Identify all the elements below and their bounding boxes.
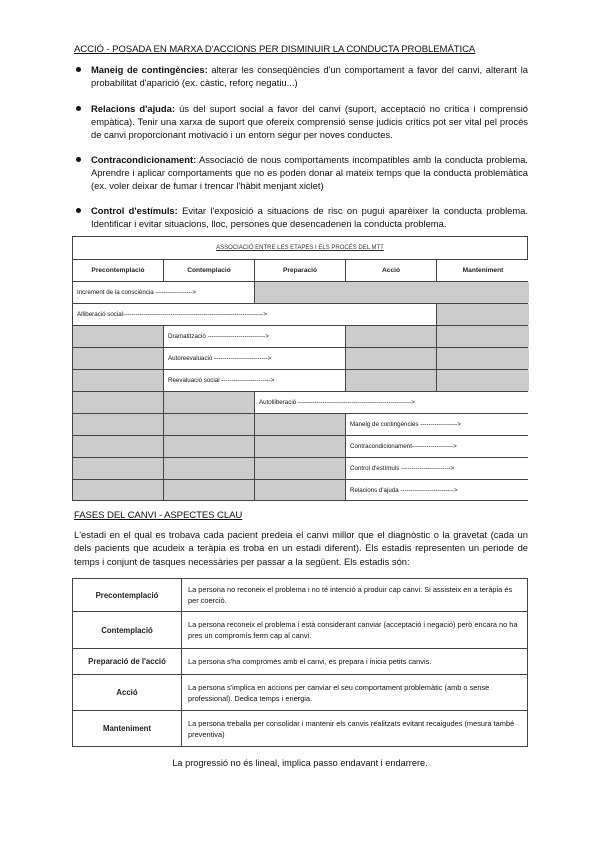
shaded-cell — [164, 414, 255, 435]
phase-description: La persona no reconeix el problema i no té intenció a produir cap canvi. Si assisteix en a teràpia és per coerció. — [182, 579, 528, 612]
phase-name: Preparació de l'acció — [73, 649, 182, 675]
process-alliberacio-social: Alliberació social--------------------------------------------------------------------> — [73, 304, 437, 325]
shaded-cell — [73, 326, 164, 347]
table-row — [73, 326, 527, 348]
assoc-header-row — [73, 260, 527, 282]
bullet-term: Relacions d'ajuda: — [91, 103, 175, 114]
process-reevaluacio-social: Reevaluació social ------------------------> — [164, 370, 346, 391]
process-autolliberacio: Autolliberació -------------------------------------------------------> — [255, 392, 529, 413]
process-autoreevaluacio: Autoreevaluació --------------------------> — [164, 348, 346, 369]
phase-description: La persona s'implica en accions per canviar el seu comportament problemàtic (amb o sense professional). Dedica temps i energia. — [182, 675, 528, 711]
bullet-term: Maneig de contingències: — [91, 64, 208, 75]
section-title-fases: FASES DEL CANVI - ASPECTES CLAU — [74, 510, 243, 521]
table-row — [73, 392, 527, 414]
shaded-cell — [73, 436, 164, 457]
shaded-cell — [73, 392, 164, 413]
fases-paragraph: L'estadi en el qual es trobava cada pacient predeia el canvi millor que el diagnòstic o la gravetat (cada un dels pacients que acudeix a teràpia es troba en un estadi diferent). Els estadis representen un periode de temps i conjunt de tasques necessàries per passar a la següent. Els estadis són: — [74, 529, 528, 567]
bullet-term: Control d'estímuls: — [91, 205, 178, 216]
bullet-icon — [76, 67, 81, 72]
shaded-cell — [73, 348, 164, 369]
bullet-text: Evitar l'exposició a situacions de risc on pugui aparèixer la conducta problema. Identificar i evitar situacions, lloc, persones que desencadenen la conducta problema. — [91, 205, 528, 230]
section-title-accio: ACCIÓ - POSADA EN MARXA D'ACCIONS PER DISMINUIR LA CONDUCTA PROBLEMÀTICA — [74, 44, 476, 55]
phase-name: Acció — [73, 675, 182, 711]
phase-description: La persona reconeix el problema i està considerant canviar (acceptació i negació) però encara no ha pres un compromís ferm cap al canvi. — [182, 612, 528, 649]
bullet-item-maneig — [74, 63, 528, 89]
bullet-icon — [76, 157, 81, 162]
header-contemplacio: Contemplació — [164, 260, 255, 281]
shaded-cell — [437, 326, 529, 347]
shaded-cell — [255, 436, 346, 457]
shaded-cell — [164, 458, 255, 479]
table-row — [73, 675, 528, 711]
phase-description: La persona s'ha compromès amb el canvi, es prepara i inicia petits canvis. — [182, 649, 528, 675]
table-row — [73, 579, 528, 612]
footer-note: La progressió no és lineal, implica passo endavant i endarrere. — [172, 758, 428, 768]
shaded-cell — [164, 436, 255, 457]
bullet-item-relacions — [74, 102, 528, 142]
shaded-cell — [437, 348, 529, 369]
shaded-cell — [164, 392, 255, 413]
assoc-table — [72, 236, 528, 501]
phases-table — [72, 578, 528, 747]
shaded-cell — [346, 348, 437, 369]
table-row — [73, 414, 527, 436]
header-accio: Acció — [346, 260, 437, 281]
table-row — [73, 458, 527, 480]
bullet-icon — [76, 106, 81, 111]
process-maneig-contingencies: Maneig de contingències ------------------> — [346, 414, 529, 435]
shaded-cell — [255, 480, 346, 500]
table-row — [73, 480, 527, 500]
shaded-cell — [346, 326, 437, 347]
shaded-cell — [346, 370, 437, 391]
shaded-cell — [73, 414, 164, 435]
process-relacions-ajuda: Relacions d'ajuda --------------------------> — [346, 480, 529, 500]
table-row — [73, 711, 528, 747]
bullet-icon — [76, 208, 81, 213]
process-control-estimuls: Control d'estímuls ------------------------> — [346, 458, 529, 479]
shaded-cell — [73, 458, 164, 479]
table-row — [73, 436, 527, 458]
phase-name: Manteniment — [73, 711, 182, 747]
table-row — [73, 304, 527, 326]
shaded-cell — [255, 458, 346, 479]
table-row — [73, 612, 528, 649]
header-precontemplacio: Precontemplació — [73, 260, 164, 281]
assoc-table-title: ASSOCIACIÓ ENTRE LES ETAPES I ELS PROCÉS DEL MTT — [73, 237, 527, 260]
shaded-cell — [255, 282, 529, 303]
bullet-text: ús del suport social a favor del canvi (suport, acceptació no crítica i comprensió empàtica). Tenir una xarxa de suport que ofereix comprensió sense judicis crítics pot ser vital pel procés de canvi proporcionant motivació i un entorn segur per noves conductes. — [91, 103, 528, 141]
bullet-term: Contracondicionament: — [91, 154, 197, 165]
table-row — [73, 282, 527, 304]
shaded-cell — [437, 304, 529, 325]
bullet-text: Associació de nous comportaments incompatibles amb la conducta problema. Aprendre i aplicar comportaments que no es poden donar al mateix temps que la conducta problemàtica (ex. voler deixar de fumar i trencar l'hàbit menjant xiclet) — [91, 154, 528, 192]
phase-name: Precontemplació — [73, 579, 182, 612]
table-row — [73, 649, 528, 675]
process-increment-consciencia: Increment de la consciència ------------------> — [73, 282, 255, 303]
bullet-item-control — [74, 204, 528, 230]
bullet-item-contracondicionament — [74, 153, 528, 193]
header-manteniment: Manteniment — [437, 260, 529, 281]
shaded-cell — [164, 480, 255, 500]
shaded-cell — [73, 370, 164, 391]
process-contracondicionament: Contracondicionament--------------------> — [346, 436, 529, 457]
shaded-cell — [73, 480, 164, 500]
bullet-text: alterar les conseqüències d'un comportament a favor del canvi, alterant la probabilitat d'aparició (ex. càstic, reforç negatiu...) — [91, 64, 528, 89]
shaded-cell — [255, 414, 346, 435]
shaded-cell — [437, 370, 529, 391]
table-row — [73, 370, 527, 392]
header-preparacio: Preparació — [255, 260, 346, 281]
phase-description: La persona treballa per consolidar i mantenir els canvis realitzats evitant recaigudes (mesura també preventiva) — [182, 711, 528, 747]
phase-name: Contemplació — [73, 612, 182, 649]
process-dramatitzacio: Dramatització ----------------------------> — [164, 326, 346, 347]
table-row — [73, 348, 527, 370]
